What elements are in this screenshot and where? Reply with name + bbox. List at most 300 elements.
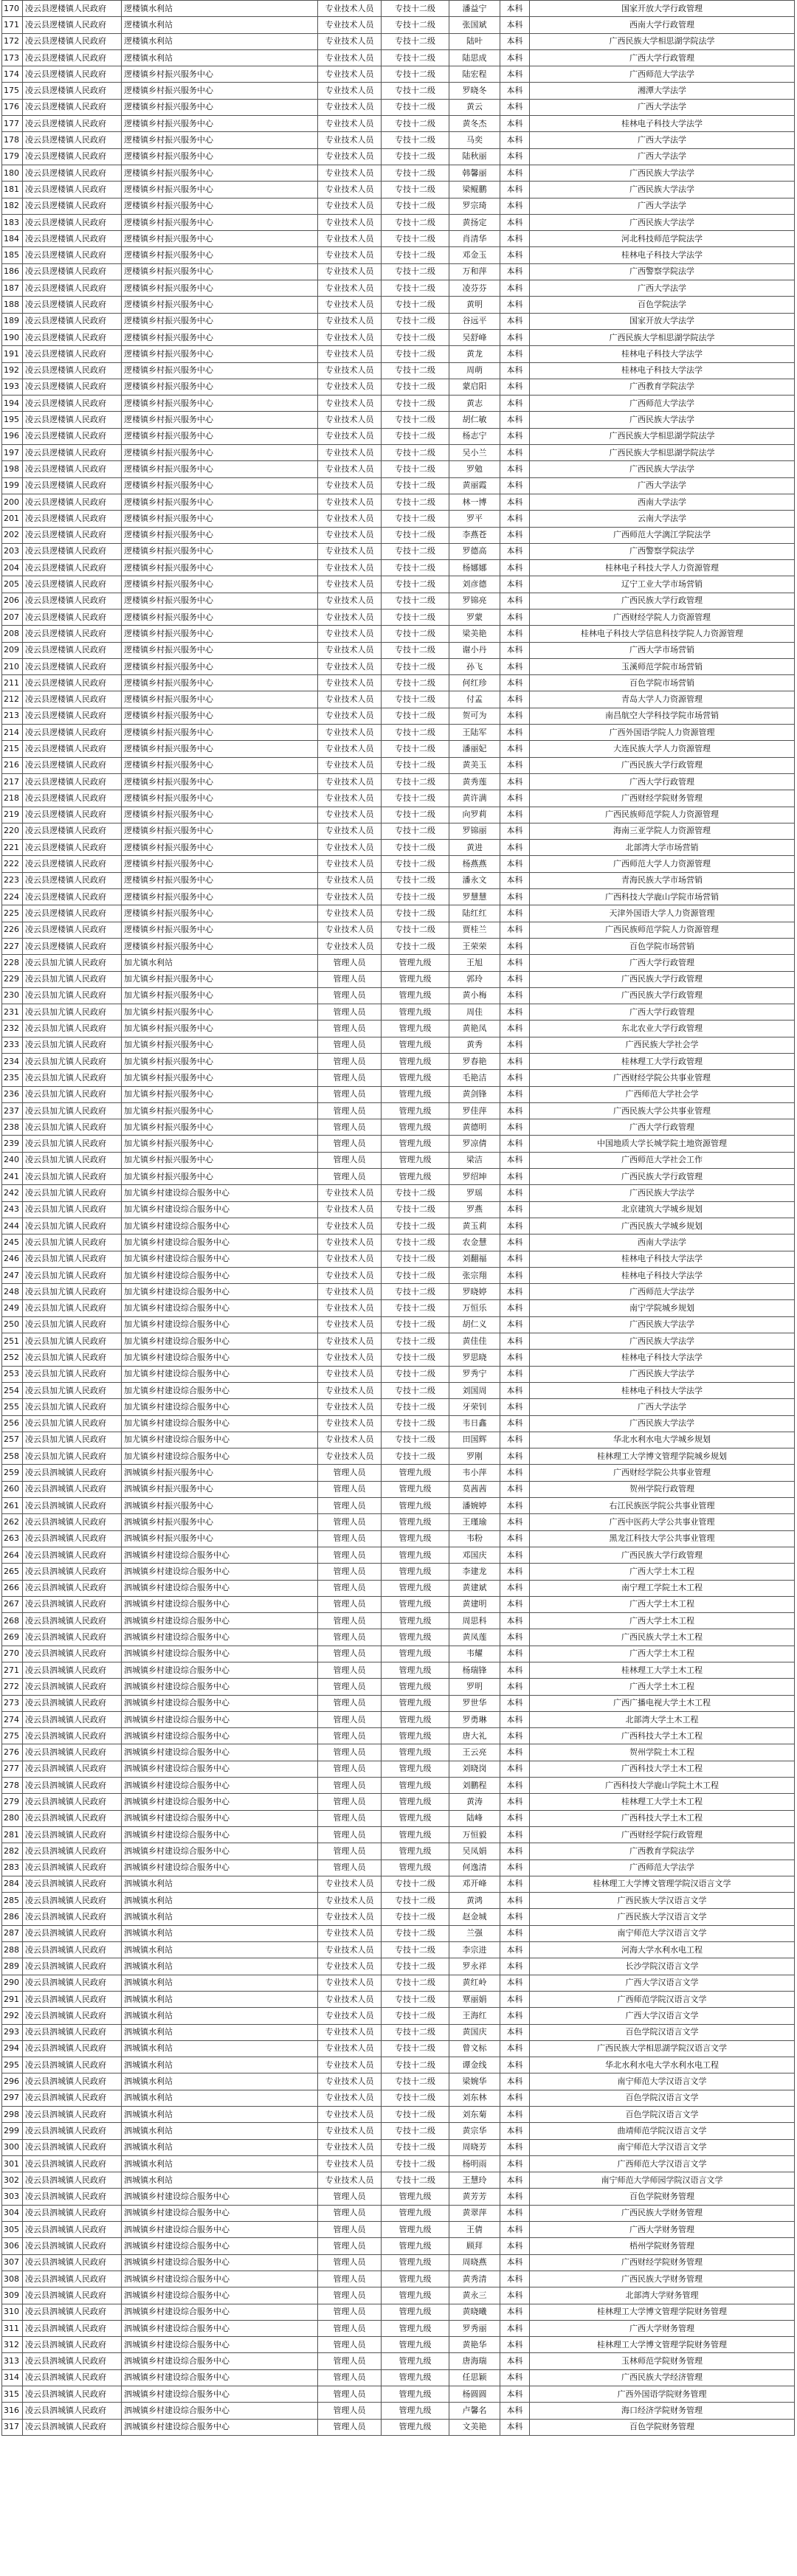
education-cell: 本科 — [500, 2353, 530, 2369]
education-cell: 本科 — [500, 329, 530, 345]
row-number: 231 — [2, 1004, 23, 1021]
grade-cell: 管理九级 — [382, 955, 449, 971]
employer-cell: 凌云县加尤镇人民政府 — [23, 987, 122, 1004]
school-major-cell: 广西民族大学城乡规划 — [530, 1218, 795, 1234]
table-row — [2, 1580, 795, 1596]
staff-type-cell: 专业技术人员 — [318, 1267, 382, 1283]
table-row — [2, 1054, 795, 1070]
staff-type-cell: 专业技术人员 — [318, 494, 382, 510]
staff-type-cell: 专业技术人员 — [318, 214, 382, 230]
table-row — [2, 1218, 795, 1234]
table-row — [2, 2205, 795, 2221]
unit-cell: 泗城镇水利站 — [122, 1991, 318, 2007]
row-number: 250 — [2, 1316, 23, 1333]
person-name-cell: 胡仁敏 — [449, 412, 500, 428]
person-name-cell: 何红珍 — [449, 675, 500, 691]
employer-cell: 凌云县逻楼镇人民政府 — [23, 658, 122, 674]
unit-cell: 加尤镇水利站 — [122, 955, 318, 971]
table-row — [2, 1925, 795, 1941]
grade-cell: 管理九级 — [382, 1580, 449, 1596]
table-row — [2, 2369, 795, 2386]
education-cell: 本科 — [500, 1333, 530, 1350]
table-row — [2, 99, 795, 115]
school-major-cell: 百色学院市场营销 — [530, 938, 795, 954]
table-row — [2, 2008, 795, 2024]
grade-cell: 专技十二级 — [382, 461, 449, 477]
employer-cell: 凌云县泗城镇人民政府 — [23, 1547, 122, 1563]
row-number: 208 — [2, 626, 23, 642]
education-cell: 本科 — [500, 1547, 530, 1563]
person-name-cell: 罗秀丽 — [449, 2320, 500, 2336]
grade-cell: 管理九级 — [382, 1465, 449, 1481]
table-row — [2, 1629, 795, 1646]
education-cell: 本科 — [500, 132, 530, 148]
staff-type-cell: 专业技术人员 — [318, 412, 382, 428]
education-cell: 本科 — [500, 971, 530, 987]
employer-cell: 凌云县逻楼镇人民政府 — [23, 297, 122, 313]
school-major-cell: 东北农业大学行政管理 — [530, 1021, 795, 1037]
unit-cell: 泗城镇乡村建设综合服务中心 — [122, 2205, 318, 2221]
employer-cell: 凌云县泗城镇人民政府 — [23, 2386, 122, 2403]
unit-cell: 逻楼镇乡村振兴服务中心 — [122, 922, 318, 938]
school-major-cell: 广西民族师范学院人力资源管理 — [530, 807, 795, 823]
unit-cell: 逻楼镇乡村振兴服务中心 — [122, 725, 318, 741]
table-row — [2, 148, 795, 165]
unit-cell: 泗城镇乡村建设综合服务中心 — [122, 1695, 318, 1711]
employer-cell: 凌云县泗城镇人民政府 — [23, 1728, 122, 1744]
table-row — [2, 461, 795, 477]
school-major-cell: 广西大学财务管理 — [530, 2320, 795, 2336]
row-number: 222 — [2, 856, 23, 872]
education-cell: 本科 — [500, 1185, 530, 1201]
staff-type-cell: 管理人员 — [318, 971, 382, 987]
table-row — [2, 2238, 795, 2254]
employer-cell: 凌云县逻楼镇人民政府 — [23, 412, 122, 428]
school-major-cell: 广西大学土木工程 — [530, 1646, 795, 1662]
education-cell: 本科 — [500, 66, 530, 83]
person-name-cell: 张宗翔 — [449, 1267, 500, 1283]
unit-cell: 逻楼镇水利站 — [122, 1, 318, 17]
row-number: 207 — [2, 609, 23, 625]
table-row — [2, 2254, 795, 2271]
table-row — [2, 83, 795, 99]
education-cell: 本科 — [500, 1432, 530, 1448]
table-row — [2, 2107, 795, 2123]
school-major-cell: 大连民族大学人力资源管理 — [530, 741, 795, 757]
person-name-cell: 黄德明 — [449, 1119, 500, 1136]
unit-cell: 加尤镇乡村建设综合服务中心 — [122, 1267, 318, 1283]
unit-cell: 逻楼镇乡村振兴服务中心 — [122, 263, 318, 280]
unit-cell: 泗城镇乡村建设综合服务中心 — [122, 1711, 318, 1727]
grade-cell: 专技十二级 — [382, 1975, 449, 1991]
row-number: 276 — [2, 1744, 23, 1761]
education-cell: 本科 — [500, 1136, 530, 1152]
staff-type-cell: 专业技术人员 — [318, 17, 382, 33]
person-name-cell: 陆红红 — [449, 905, 500, 922]
table-row — [2, 182, 795, 198]
person-name-cell: 罗秀宁 — [449, 1366, 500, 1382]
employer-cell: 凌云县逻楼镇人民政府 — [23, 165, 122, 181]
table-row — [2, 1086, 795, 1102]
unit-cell: 泗城镇乡村建设综合服务中心 — [122, 1547, 318, 1563]
unit-cell: 泗城镇乡村建设综合服务中心 — [122, 2304, 318, 2320]
grade-cell: 专技十二级 — [382, 198, 449, 214]
row-number: 194 — [2, 396, 23, 412]
school-major-cell: 南宁师范大学汉语言文学 — [530, 2073, 795, 2090]
staff-type-cell: 管理人员 — [318, 1119, 382, 1136]
person-name-cell: 刘东林 — [449, 2090, 500, 2106]
staff-type-cell: 专业技术人员 — [318, 362, 382, 379]
employer-cell: 凌云县加尤镇人民政府 — [23, 1267, 122, 1283]
row-number: 210 — [2, 658, 23, 674]
row-number: 257 — [2, 1432, 23, 1448]
unit-cell: 逻楼镇乡村振兴服务中心 — [122, 182, 318, 198]
school-major-cell: 海南三亚学院人力资源管理 — [530, 823, 795, 839]
school-major-cell: 广西大学土木工程 — [530, 1613, 795, 1629]
staff-type-cell: 专业技术人员 — [318, 2008, 382, 2024]
unit-cell: 逻楼镇乡村振兴服务中心 — [122, 626, 318, 642]
employer-cell: 凌云县逻楼镇人民政府 — [23, 49, 122, 66]
staff-type-cell: 专业技术人员 — [318, 922, 382, 938]
employer-cell: 凌云县泗城镇人民政府 — [23, 2008, 122, 2024]
unit-cell: 逻楼镇乡村振兴服务中心 — [122, 856, 318, 872]
employer-cell: 凌云县泗城镇人民政府 — [23, 2353, 122, 2369]
unit-cell: 泗城镇乡村建设综合服务中心 — [122, 1843, 318, 1860]
staff-type-cell: 管理人员 — [318, 1843, 382, 1860]
unit-cell: 加尤镇乡村振兴服务中心 — [122, 1054, 318, 1070]
unit-cell: 泗城镇乡村建设综合服务中心 — [122, 2254, 318, 2271]
unit-cell: 加尤镇乡村建设综合服务中心 — [122, 1333, 318, 1350]
staff-type-cell: 管理人员 — [318, 2386, 382, 2403]
education-cell: 本科 — [500, 1235, 530, 1251]
school-major-cell: 百色学院汉语言文学 — [530, 2090, 795, 2106]
staff-type-cell: 专业技术人员 — [318, 889, 382, 905]
education-cell: 本科 — [500, 1070, 530, 1086]
table-row — [2, 1613, 795, 1629]
staff-type-cell: 专业技术人员 — [318, 1893, 382, 1909]
employer-cell: 凌云县加尤镇人民政府 — [23, 1054, 122, 1070]
unit-cell: 加尤镇乡村建设综合服务中心 — [122, 1366, 318, 1382]
grade-cell: 管理九级 — [382, 1136, 449, 1152]
row-number: 196 — [2, 428, 23, 444]
grade-cell: 管理九级 — [382, 1728, 449, 1744]
staff-type-cell: 管理人员 — [318, 1054, 382, 1070]
person-name-cell: 黄玉莉 — [449, 1218, 500, 1234]
education-cell: 本科 — [500, 856, 530, 872]
staff-type-cell: 专业技术人员 — [318, 576, 382, 593]
education-cell: 本科 — [500, 1300, 530, 1316]
staff-type-cell: 专业技术人员 — [318, 1251, 382, 1267]
employer-cell: 凌云县逻楼镇人民政府 — [23, 856, 122, 872]
school-major-cell: 广西师范大学人力资源管理 — [530, 856, 795, 872]
table-row — [2, 741, 795, 757]
unit-cell: 加尤镇乡村建设综合服务中心 — [122, 1415, 318, 1432]
row-number: 289 — [2, 1958, 23, 1975]
table-row — [2, 1399, 795, 1415]
employer-cell: 凌云县加尤镇人民政府 — [23, 1300, 122, 1316]
staff-type-cell: 专业技术人员 — [318, 99, 382, 115]
education-cell: 本科 — [500, 33, 530, 49]
education-cell: 本科 — [500, 182, 530, 198]
school-major-cell: 广西师范大学漓江学院法学 — [530, 527, 795, 543]
education-cell: 本科 — [500, 987, 530, 1004]
unit-cell: 泗城镇乡村振兴服务中心 — [122, 1514, 318, 1530]
unit-cell: 加尤镇乡村振兴服务中心 — [122, 1102, 318, 1119]
person-name-cell: 周佳 — [449, 1004, 500, 1021]
school-major-cell: 广西民族大学汉语言文学 — [530, 1909, 795, 1925]
grade-cell: 管理九级 — [382, 1004, 449, 1021]
person-name-cell: 潘益宁 — [449, 1, 500, 17]
person-name-cell: 罗永祥 — [449, 1958, 500, 1975]
staff-type-cell: 专业技术人员 — [318, 445, 382, 461]
school-major-cell: 广西民族大学相思湖学院法学 — [530, 445, 795, 461]
education-cell: 本科 — [500, 725, 530, 741]
grade-cell: 管理九级 — [382, 1860, 449, 1876]
school-major-cell: 桂林电子科技大学法学 — [530, 1251, 795, 1267]
employer-cell: 凌云县泗城镇人民政府 — [23, 2238, 122, 2254]
row-number: 232 — [2, 1021, 23, 1037]
table-row — [2, 2386, 795, 2403]
person-name-cell: 胡仁义 — [449, 1316, 500, 1333]
table-row — [2, 971, 795, 987]
unit-cell: 逻楼镇乡村振兴服务中心 — [122, 379, 318, 395]
employer-cell: 凌云县泗城镇人民政府 — [23, 2337, 122, 2353]
row-number: 244 — [2, 1218, 23, 1234]
education-cell: 本科 — [500, 1119, 530, 1136]
education-cell: 本科 — [500, 576, 530, 593]
education-cell: 本科 — [500, 1893, 530, 1909]
school-major-cell: 广西师范大学法学 — [530, 1860, 795, 1876]
grade-cell: 管理九级 — [382, 1152, 449, 1168]
person-name-cell: 梁婉华 — [449, 2073, 500, 2090]
table-row — [2, 346, 795, 362]
staff-type-cell: 专业技术人员 — [318, 247, 382, 263]
staff-type-cell: 专业技术人员 — [318, 83, 382, 99]
person-name-cell: 蒙启阳 — [449, 379, 500, 395]
grade-cell: 管理九级 — [382, 1070, 449, 1086]
grade-cell: 管理九级 — [382, 2403, 449, 2419]
row-number: 171 — [2, 17, 23, 33]
table-row — [2, 560, 795, 576]
school-major-cell: 广西民族大学法学 — [530, 412, 795, 428]
person-name-cell: 潘永文 — [449, 872, 500, 888]
school-major-cell: 广西大学土木工程 — [530, 1596, 795, 1612]
person-name-cell: 兰强 — [449, 1925, 500, 1941]
school-major-cell: 广西师范大学法学 — [530, 396, 795, 412]
education-cell: 本科 — [500, 198, 530, 214]
employer-cell: 凌云县加尤镇人民政府 — [23, 1169, 122, 1185]
grade-cell: 管理九级 — [382, 1744, 449, 1761]
row-number: 246 — [2, 1251, 23, 1267]
row-number: 313 — [2, 2353, 23, 2369]
education-cell: 本科 — [500, 2403, 530, 2419]
grade-cell: 专技十二级 — [382, 494, 449, 510]
person-name-cell: 梁洁 — [449, 1152, 500, 1168]
education-cell: 本科 — [500, 1514, 530, 1530]
education-cell: 本科 — [500, 1744, 530, 1761]
school-major-cell: 南昌航空大学科技学院市场营销 — [530, 708, 795, 724]
grade-cell: 专技十二级 — [382, 1300, 449, 1316]
employer-cell: 凌云县逻楼镇人民政府 — [23, 741, 122, 757]
staff-type-cell: 管理人员 — [318, 2369, 382, 2386]
unit-cell: 加尤镇乡村建设综合服务中心 — [122, 1399, 318, 1415]
employer-cell: 凌云县加尤镇人民政府 — [23, 1218, 122, 1234]
school-major-cell: 广西师范大学法学 — [530, 1284, 795, 1300]
unit-cell: 逻楼镇乡村振兴服务中心 — [122, 428, 318, 444]
school-major-cell: 广西大学行政管理 — [530, 773, 795, 790]
row-number: 189 — [2, 313, 23, 329]
table-row — [2, 1333, 795, 1350]
employer-cell: 凌云县逻楼镇人民政府 — [23, 17, 122, 33]
staff-type-cell: 专业技术人员 — [318, 593, 382, 609]
employer-cell: 凌云县加尤镇人民政府 — [23, 1201, 122, 1218]
school-major-cell: 北部湾大学土木工程 — [530, 1711, 795, 1727]
staff-type-cell: 专业技术人员 — [318, 231, 382, 247]
row-number: 281 — [2, 1826, 23, 1843]
row-number: 240 — [2, 1152, 23, 1168]
education-cell: 本科 — [500, 1958, 530, 1975]
unit-cell: 加尤镇乡村振兴服务中心 — [122, 1169, 318, 1185]
row-number: 220 — [2, 823, 23, 839]
employer-cell: 凌云县逻楼镇人民政府 — [23, 346, 122, 362]
person-name-cell: 王旭 — [449, 955, 500, 971]
employer-cell: 凌云县泗城镇人民政府 — [23, 1613, 122, 1629]
employer-cell: 凌云县泗城镇人民政府 — [23, 1662, 122, 1678]
grade-cell: 专技十二级 — [382, 148, 449, 165]
unit-cell: 逻楼镇乡村振兴服务中心 — [122, 346, 318, 362]
employer-cell: 凌云县泗城镇人民政府 — [23, 2107, 122, 2123]
school-major-cell: 河海大学水利水电工程 — [530, 1942, 795, 1958]
staff-type-cell: 专业技术人员 — [318, 543, 382, 559]
grade-cell: 管理九级 — [382, 2205, 449, 2221]
unit-cell: 泗城镇水利站 — [122, 2057, 318, 2073]
school-major-cell: 桂林理工大学土木工程 — [530, 1794, 795, 1810]
staff-type-cell: 专业技术人员 — [318, 840, 382, 856]
school-major-cell: 广西科技大学土木工程 — [530, 1761, 795, 1777]
staff-type-cell: 专业技术人员 — [318, 1, 382, 17]
employer-cell: 凌云县泗城镇人民政府 — [23, 2155, 122, 2172]
school-major-cell: 广西财经学院财务管理 — [530, 790, 795, 807]
row-number: 174 — [2, 66, 23, 83]
table-row — [2, 198, 795, 214]
grade-cell: 管理九级 — [382, 2369, 449, 2386]
school-major-cell: 广西大学法学 — [530, 280, 795, 297]
school-major-cell: 广西财经学院人力资源管理 — [530, 609, 795, 625]
person-name-cell: 陆秋丽 — [449, 148, 500, 165]
row-number: 241 — [2, 1169, 23, 1185]
employer-cell: 凌云县逻楼镇人民政府 — [23, 840, 122, 856]
education-cell: 本科 — [500, 1086, 530, 1102]
employer-cell: 凌云县逻楼镇人民政府 — [23, 708, 122, 724]
school-major-cell: 西南大学行政管理 — [530, 17, 795, 33]
employer-cell: 凌云县逻楼镇人民政府 — [23, 642, 122, 658]
row-number: 200 — [2, 494, 23, 510]
education-cell: 本科 — [500, 346, 530, 362]
table-row — [2, 757, 795, 773]
staff-type-cell: 专业技术人员 — [318, 2123, 382, 2139]
school-major-cell: 广西师范大学社会学 — [530, 1086, 795, 1102]
row-number: 173 — [2, 49, 23, 66]
row-number: 279 — [2, 1794, 23, 1810]
row-number: 256 — [2, 1415, 23, 1432]
grade-cell: 专技十二级 — [382, 116, 449, 132]
grade-cell: 管理九级 — [382, 987, 449, 1004]
education-cell: 本科 — [500, 2189, 530, 2205]
employer-cell: 凌云县泗城镇人民政府 — [23, 2057, 122, 2073]
row-number: 278 — [2, 1778, 23, 1794]
employer-cell: 凌云县逻楼镇人民政府 — [23, 214, 122, 230]
school-major-cell: 贺州学院行政管理 — [530, 1481, 795, 1497]
person-name-cell: 罗平 — [449, 511, 500, 527]
grade-cell: 专技十二级 — [382, 1333, 449, 1350]
employer-cell: 凌云县泗城镇人民政府 — [23, 1679, 122, 1695]
grade-cell: 管理九级 — [382, 1695, 449, 1711]
row-number: 242 — [2, 1185, 23, 1201]
grade-cell: 管理九级 — [382, 1646, 449, 1662]
person-name-cell: 刘鹏程 — [449, 1778, 500, 1794]
school-major-cell: 桂林电子科技大学信息科技学院人力资源管理 — [530, 626, 795, 642]
person-name-cell: 谢小丹 — [449, 642, 500, 658]
staff-type-cell: 专业技术人员 — [318, 313, 382, 329]
person-name-cell: 肖清华 — [449, 231, 500, 247]
grade-cell: 专技十二级 — [382, 642, 449, 658]
grade-cell: 专技十二级 — [382, 2024, 449, 2040]
unit-cell: 加尤镇乡村振兴服务中心 — [122, 1136, 318, 1152]
unit-cell: 加尤镇乡村振兴服务中心 — [122, 971, 318, 987]
table-row — [2, 2287, 795, 2304]
staff-type-cell: 专业技术人员 — [318, 1909, 382, 1925]
grade-cell: 专技十二级 — [382, 1316, 449, 1333]
person-name-cell: 马奕 — [449, 132, 500, 148]
table-row — [2, 2271, 795, 2287]
grade-cell: 专技十二级 — [382, 790, 449, 807]
row-number: 263 — [2, 1530, 23, 1547]
unit-cell: 泗城镇乡村建设综合服务中心 — [122, 2403, 318, 2419]
row-number: 251 — [2, 1333, 23, 1350]
row-number: 211 — [2, 675, 23, 691]
table-row — [2, 527, 795, 543]
table-row — [2, 412, 795, 428]
education-cell: 本科 — [500, 49, 530, 66]
education-cell: 本科 — [500, 412, 530, 428]
person-name-cell: 黄龙 — [449, 346, 500, 362]
row-number: 274 — [2, 1711, 23, 1727]
row-number: 272 — [2, 1679, 23, 1695]
employer-cell: 凌云县逻楼镇人民政府 — [23, 132, 122, 148]
table-row — [2, 1004, 795, 1021]
employer-cell: 凌云县逻楼镇人民政府 — [23, 675, 122, 691]
table-row — [2, 1958, 795, 1975]
employer-cell: 凌云县加尤镇人民政府 — [23, 1382, 122, 1398]
staff-type-cell: 专业技术人员 — [318, 2040, 382, 2057]
table-row — [2, 543, 795, 559]
employer-cell: 凌云县逻楼镇人民政府 — [23, 609, 122, 625]
grade-cell: 专技十二级 — [382, 1399, 449, 1415]
grade-cell: 专技十二级 — [382, 576, 449, 593]
row-number: 205 — [2, 576, 23, 593]
staff-type-cell: 专业技术人员 — [318, 1235, 382, 1251]
table-row — [2, 1300, 795, 1316]
school-major-cell: 广西外国语学院财务管理 — [530, 2386, 795, 2403]
education-cell: 本科 — [500, 1860, 530, 1876]
unit-cell: 逻楼镇乡村振兴服务中心 — [122, 823, 318, 839]
education-cell: 本科 — [500, 1415, 530, 1432]
person-name-cell: 陆叶 — [449, 33, 500, 49]
table-row — [2, 1, 795, 17]
employer-cell: 凌云县加尤镇人民政府 — [23, 1136, 122, 1152]
row-number: 229 — [2, 971, 23, 987]
unit-cell: 泗城镇乡村建设综合服务中心 — [122, 2238, 318, 2254]
